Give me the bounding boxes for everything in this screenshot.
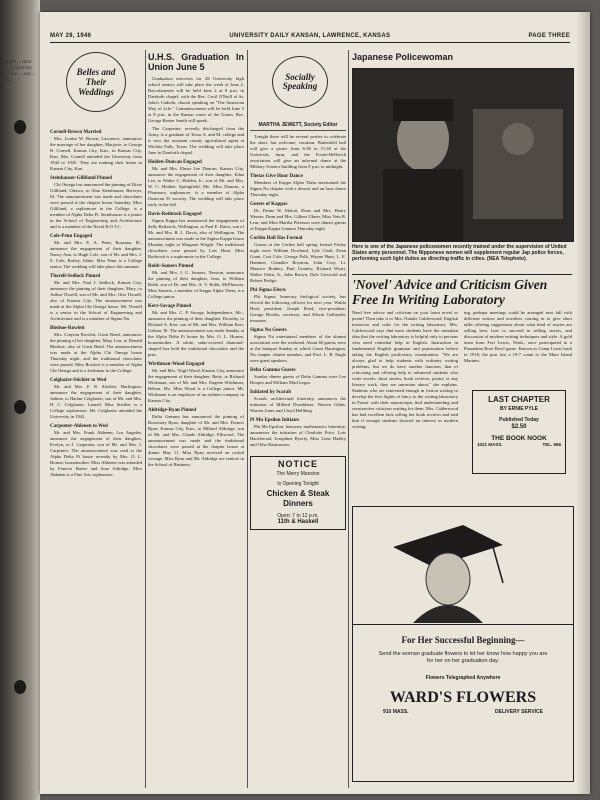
writing-lab-col2: ing, perhaps meetings could be arranged next fall with different writers and novelists coming in to give short talks offering suggestions about what kind of stories are selling best, how to succeed in selling stories, and discussion of modern writing techniques and style. A gold team from Fort Lewis, Wash., once participated in a Passadena Rose Bowl game. Known as Camp Lewis back in 1918, the post lost a 19-7 count to the Mare Island Marines. [464, 310, 572, 363]
story-body: Delta Gamma has announced the pinning of Rosemary Ryan, daughter of Mr. and Mrs. Francis Ryan, Kansas City, Kan., to Millard Aldridge, son of Mr. and Mrs. Claude Aldridge, Elkwood. The announcement was made and the traditional chocolates were passed at the chapter house at dinner May 11. Miss Ryan received an orchid corsage. Miss Ryan and Mr. Aldridge are seniors in the School of Business. [148, 414, 244, 467]
story-headline: Corbin Hall Has Formal [250, 236, 303, 241]
story-body: Mr. and Mrs. Virgil Wood, Kansas City, announce the engagement of their daughter, Betty, to Richard Wirthman, son of Mr. and Mrs. Eugene Wirthman, Belton, Mo. Miss Wood is a College junior. Mr. Wirthman is an employee of an airlines company in Kansas City. [148, 368, 244, 403]
story-headline: Aldridge-Ryan Pinned [148, 408, 197, 413]
notice-title: NOTICE [277, 459, 318, 469]
story-body: Sigma Nu entertained members of the alumni association over the weekend. About 60 guests were at the banquet Sunday at which Grant Harrington, Nu chapter charter member, and Prof. L. B. Engle were guest speakers. [250, 334, 346, 363]
story-body: Guests at the Corbin hall spring formal Friday night were William Dowland, Lyle Clark, Dean Grant, Curt Cole, George Polk, Wayne Hunt, L. E. Hammer, Chandler Boynton, John Cory, Lt. Maurice Rodney, Paul Grainey, Richard Wyatt, Walter Oden, Jr., John Brown, Dale Griswold and Robert Pedigo. [250, 242, 346, 283]
masthead [50, 30, 570, 43]
column-uhs [148, 50, 244, 788]
story-body: Mr. and Mrs. Elmer Lee Duncan, Kansas City, announce the engagement of their daughter, Edna Lee, to Walter C. Holden, Jr., son of Mr. and Mrs. W. C. Holden, Springfield, Mo. Miss Duncan, a Pharmacy sophomore, is a member of Alpha Omicron Pi sorority. The wedding will take place early in the fall. [148, 166, 244, 207]
story-body: The Carpenter, recently discharged from the Army, is a graduate of Texas A. and M. college and is now the assistant county agricultural agent at Wichita Falls, Texas. The wedding will take place June in Danforth chapel. [148, 126, 244, 155]
column-weddings [50, 50, 142, 788]
story-body: Mr. and Mrs. Paul J. Sedlock, Kansas City, announce the pinning of their daughter, Mary, to Arthur Thorell, son of Mr. and Mrs. Otto Thorell, also of Kansas City. The announcement was made at the Alpha Chi Omega house. Mr. Thorell is a senior in the School of Engineering and Architecture and is a member of Sigma Nu. [50, 280, 142, 321]
story-headline: Robb-Somers Pinned [148, 264, 194, 269]
last-chapter-price: $2.50 [511, 424, 527, 430]
photo-title: Japanese Policewoman [352, 52, 454, 62]
binder-hole [14, 400, 26, 414]
story-headline: Thetas Give Hour Dance [250, 174, 303, 179]
socially-speaking-text: Socially Speaking [272, 56, 328, 108]
story-headline: Kerr-Savage Pinned [148, 304, 192, 309]
story-headline: Steinhauser-Gilliland Pinned [50, 176, 112, 181]
uhs-headline: U.H.S. Graduation In Union June 5 [148, 52, 244, 72]
writing-lab-col1: Need free advice and criticism on your latest novel or poem? Then take it to Mrs. Natalie Calderwood, English instructor and critic for the writing laboratory. Mrs. Calderwood says that most students have the mistaken idea that the writing laboratory is helpful only to persons who need remedial help in English. Instruction in fundamental English grammar and punctuation before taking the English proficiency examination. "We are always glad to help students with ordinary writing problems, but we do have another function, that of criticizing and offering help to advanced students who write novels, short stories, book reviews, poetry or any literary work, they are uncertain about," she explains. Students who are interested enough in fiction writing to develop the first flights of fancy to the writing laboratory in Fraser with their manuscripts find understanding and constructive criticism waiting for them. Mrs. Calderwood has had excellent luck selling her book reviews and said that if enough students showed an interest in modern writing, [352, 310, 458, 429]
story-body: Sunday dinner guests of Delta Gamma were Lee Hoopes and William MacGregor. [250, 374, 346, 385]
masthead-paper: UNIVERSITY DAILY KANSAN, LAWRENCE, KANSAS [229, 33, 391, 39]
book-nook-name: THE BOOK NOOK [491, 435, 547, 442]
story-headline: Delta Gamma Guests [250, 368, 296, 373]
story-body: Mr. and Mrs. C. P. Savage, Independence, Mo., announce the pinning of their daughter, Dorothy, to Richard A. Kerr, son of Mr. and Mrs. William Kerr, Galena, Ill. The announcement was made Sunday at the Alpha Delta Pi house by Mrs. O. L. Horner, housemother. A white, satin-covered diamond-shaped box held the traditional chocolates and the pins. [148, 310, 244, 357]
book-nook-contact [473, 442, 565, 447]
story-body: Mrs. Crayton Rowlett, Great Bend, announces the pinning of her daughter, Mary Lou, to Donald Bledsoe, also of Great Bend. The announcement was made at the Alpha Chi Omega house Thursday night, and the traditional chocolates were passed. Miss Rowlett is a member of Alpha Chi Omega and is a freshman in the College. [50, 332, 142, 373]
book-nook-tel: TEL. 666 [542, 442, 561, 447]
society-editor: MARTHA JEWETT, Society Editor [258, 122, 338, 128]
story-headline: Cornell-Brown Married [50, 130, 102, 135]
story-body: Graduation exercises for 28 University high school seniors will take place the week of June 2. Baccalaureate will be held June 2 at 8 p.m. in Danforth chapel, with the Rev. Cecil O'Neill of St. John's Catholic church speaking on "The American Way of Life." Commencement will be held June 5 at 8 p.m. in the Kansas room of the Union. Rev. George Baxter Smith will speak. [148, 76, 244, 123]
notice-line4: Dinners [283, 499, 313, 508]
story-headline: Pi Mu Epsilon Initiates [250, 418, 300, 423]
writing-lab-headline: 'Novel' Advice and Criticism Given Free In Writing Laboratory [352, 274, 572, 307]
story-headline: Carpenter-Ahlenen to Wed [50, 424, 108, 429]
story-headline: Sigma Nu Guests [250, 328, 287, 333]
flowers-store-name: WARD'S FLOWERS [389, 689, 537, 706]
notice-line6: 11th & Haskell [277, 519, 319, 525]
column-rule [145, 50, 146, 788]
page-fold-shadow [576, 12, 590, 794]
flowers-headline: For Her Successful Beginning— [401, 635, 525, 645]
story-headline: Guests of Kappas [250, 202, 288, 207]
society-stories [250, 134, 346, 448]
story-headline: Thorell-Sedlock Pinned [50, 274, 101, 279]
newspaper-page [40, 12, 590, 794]
flowers-subtext: Send the woman graduate flowers to let her know how happy you are for her on her graduation day. [378, 651, 548, 664]
policewoman-photo [352, 68, 574, 242]
story-body: Mrs. Louise W. Brown, Lawrence, announces the marriage of her daughter, Marjorie, to George B. Cornell, Kansas City, Kan., in Kansas City, Kan. Mrs. Cornell attended the University from 1944 to 1945. They are making their home in Kansas City, Kan. [50, 136, 142, 171]
photo-caption: Here is one of the Japanese policewomen recently trained under the supervision of United States army personnel. The Nipponese women will supplement regular Jap police forces, performing such light duties as directing traffic in cities. (NEA Telephoto). [352, 244, 567, 262]
notice-line5: Open: 7 to 12 p.m. [277, 513, 319, 519]
masthead-page: PAGE THREE [528, 33, 570, 39]
graduate-illustration-image [353, 507, 573, 623]
column-society [250, 50, 346, 788]
flowers-address: 910 MASS. [383, 709, 409, 715]
story-headline: Wirthman-Wood Engaged [148, 362, 205, 367]
last-chapter-author: BY ERNIE PYLE [500, 406, 538, 412]
policewoman-photo-image [353, 69, 573, 241]
story-headline: Colglazier-Stickler to Wed [50, 378, 107, 383]
socially-speaking-logo [250, 50, 346, 131]
story-body: Phi Mu Epsilon, honorary mathematics fraternity, announces the initiation of Charlotte Price, Lois Hackleroad, Josephine Byerly, Miss Lena Hadley and Otho Rasmussen. [250, 424, 346, 447]
flowers-telegraph: Flowers Telegraphed Anywhere [425, 675, 501, 681]
story-body: Mr. and Mrs. J. G. Somers, Newton, announce the pinning of their daughter, Jean, to William Robb, son of Dr. and Mrs. A. V. Robb, McPherson. Miss Somers, a member of Kappa Alpha Theta, is a College junior. [148, 270, 244, 299]
binder-edge [0, 0, 40, 800]
story-body: Mr. and Mrs. F. R. Stickler, Burlington, announce the engagement of their daughter, Jodene, to Harlan Colglazier, son of Mr. and Mrs. H. C. Colglazier, Larned. Miss Stickler is a College sophomore. Mr. Colglazier attended the University in 1942. [50, 384, 142, 419]
binder-hole [14, 680, 26, 694]
last-chapter-ad [472, 390, 566, 474]
story-body: Sigma Kappa has announced the engagement of Sally Rothrock, Wellington, to Paul E. Davis, son of Mr. and Mrs. R. L. Davis, also of Wellington. The announcement was made at the Sigma Kappa house Monday night at Margaret Wright. The traditional chocolates were passed by Lois Hunt. Miss Rothrock is a sophomore in the College. [148, 218, 244, 259]
last-chapter-published: Published Today [499, 417, 539, 423]
story-body: Mr. and Mrs. E. A. Penn, Rosaana, Ill., announce the engagement of their daughter, Nancy Ann, to Hugh Cole, son of Mr. and Mrs. J. S. Cole, Burley, Idaho. Miss Penn is a College senior. The wedding will take place this summer. [50, 240, 142, 269]
story-body: Members of Kappa Alpha Theta entertained the Sigma Nu chapter with a dessert and an hour dance Thursday night. [250, 180, 346, 197]
story-headline: Bledsoe-Rowlett [50, 326, 85, 331]
story-headline: Davis-Rothrock Engaged [148, 212, 202, 217]
story-body: Chi Omega has announced the pinning of Dixie Gilliland, Ottawa, to Alan Steinhauser, Berwyn, Ill. The announcement was made and chocolates were passed at the chapter house Saturday. Miss Gilliland, a sophomore in the College, is a member of Alpha Delta Pi. Steinhauser is a junior in the School of Engineering and Architecture and is a member of the Naval R.O.T.C. [50, 182, 142, 229]
belles-logo-text: Belles and Their Weddings [66, 52, 126, 112]
weddings-stories [50, 130, 142, 478]
wards-flowers-ad [352, 624, 574, 782]
notice-line2: Is Opening Tonight [277, 481, 319, 487]
previous-page-stub: 1946 ... their ... University ... the ... and ... in [6, 60, 36, 83]
uhs-stories [148, 76, 244, 468]
column-rule [247, 50, 248, 788]
story-body: Dr. Deane W. Malott, Dean and Mrs. Henry Werner, Dean and Mrs. Gilbert Ulmer, Miss Veta B. Lear, and Miss Martha Peterson were dinner guests of Kappa Kappa Gamma Thursday night. [250, 208, 346, 231]
notice-line1: The Merry Mansion [276, 471, 320, 477]
story-headline: Phi Sigma Elects [250, 288, 286, 293]
last-chapter-title: LAST CHAPTER [488, 395, 550, 404]
belles-logo [50, 50, 142, 126]
masthead-date: MAY 29, 1946 [50, 33, 92, 39]
column-rule [348, 50, 349, 788]
story-headline: Holden-Duncan Engaged [148, 160, 202, 165]
story-body: Phi Sigma, honorary biological society, has elected the following officers for next year: Waldo Hoel, president; Joseph Reed, vice-president; George Brooks, secretary; and Edwin Galbreath, treasurer. [250, 294, 346, 323]
merry-mansion-ad [250, 456, 346, 530]
story-body: Tonight there will be several parties to celebrate the short, but welcome, vacation. Battenfeld hall will give a picnic from 6:30 to 11:30 at the University farm, and the Foster-Hellerich association will give an informal dance at the Military Science building from 9 p.m. to midnight. [250, 134, 346, 169]
notice-line3: Chicken & Steak [266, 489, 330, 498]
book-nook-address: 1021 MASS. [477, 442, 503, 447]
flowers-delivery: DELIVERY SERVICE [495, 709, 543, 715]
story-body: Scarab, architectural fraternity, announces the initiation of Millard Dornblaser, Warren Gibbs, Warren Jones and Lloyd Hellberg. [250, 396, 346, 413]
flowers-footer [353, 707, 573, 715]
story-body: Mr. and Mrs. Frank Ahlenen, Los Angeles, announce the engagement of their daughter, Evelyn, to J. Carpenter, son of Mr. and Mrs. J. Carpenter. The announcement was read at the Alpha Delta Pi house recently by Mrs. O. L. Horner, housemother. Miss Ahlenen was attended by Frances Barter and Jean Aldridge. Miss Ahlenen is a Fine Arts sophomore. [50, 430, 142, 477]
story-headline: Cole-Penn Engaged [50, 234, 93, 239]
story-headline: Initiated by Scarab [250, 390, 292, 395]
